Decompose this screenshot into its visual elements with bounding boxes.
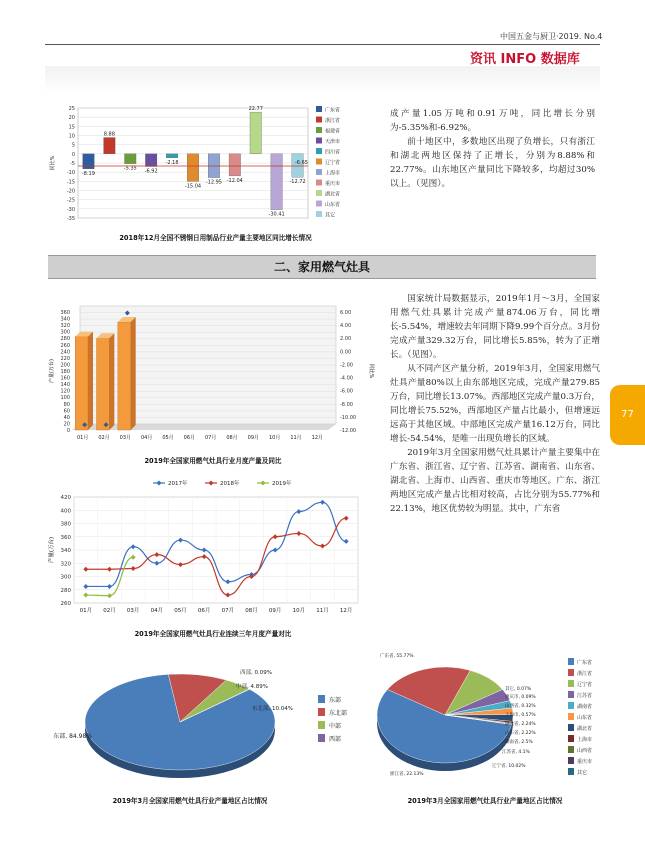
x-tick-label: 12月 [311, 435, 324, 441]
y-axis-label: 产量(万台) [49, 359, 55, 383]
slice-label: 山西省, 0.32% [505, 704, 536, 709]
y-right-tick-label: -10.00 [340, 414, 357, 421]
y-right-tick-label: -8.00 [340, 401, 353, 408]
x-tick-label: 10月 [292, 608, 306, 614]
x-tick-label: 01月 [79, 608, 93, 614]
legend-label: 山东省 [325, 202, 341, 208]
y-right-axis-label: 同比% [368, 363, 374, 379]
line-chart-three-year [48, 475, 378, 625]
legend-marker [157, 481, 162, 486]
x-tick-label: 02月 [98, 435, 110, 441]
y-tick-label: -5 [70, 161, 75, 167]
y-tick-label: -15 [66, 179, 75, 186]
legend-label: 2019年 [272, 481, 292, 487]
chart1-caption: 2018年12月全国不锈钢日用制品行业产量主要地区同比增长情况 [119, 234, 312, 242]
legend-label: 福建省 [325, 128, 341, 135]
x-tick-label: 08月 [226, 435, 238, 441]
x-tick-label: 09月 [247, 435, 260, 441]
pie-chart-province-share [360, 650, 610, 790]
data-label: -6.92 [144, 168, 158, 175]
y-tick-label: -30 [66, 206, 75, 213]
page-number-tab: 77 [610, 385, 645, 445]
legend-swatch [568, 702, 574, 709]
x-tick-label: 07月 [204, 435, 217, 441]
y-tick-label: 240 [60, 349, 70, 356]
y-tick-label: 260 [60, 342, 70, 349]
bar [75, 337, 88, 430]
slice-label: 上海市, 0.57% [505, 713, 536, 718]
legend-label: 重庆市 [577, 759, 593, 765]
legend-label: 2017年 [168, 481, 188, 487]
legend-label: 湖北省 [325, 191, 341, 198]
header-rule [45, 44, 600, 45]
x-tick-label: 01月 [76, 435, 89, 441]
legend-label: 2018年 [220, 481, 240, 487]
y-tick-label: 320 [60, 323, 70, 330]
legend-swatch [316, 211, 322, 217]
legend-swatch [316, 138, 322, 144]
bar [125, 154, 137, 164]
y-axis-label: 同比% [50, 155, 56, 171]
x-tick-label: 06月 [183, 435, 196, 441]
y-tick-label: 60 [63, 408, 70, 415]
slice-label: 浙江省, 22.13% [390, 772, 424, 777]
x-tick-label: 03月 [126, 608, 140, 614]
bar-side [88, 332, 93, 430]
y-right-tick-label: -12.00 [340, 428, 357, 434]
y-tick-label: 340 [60, 548, 71, 554]
legend-swatch [316, 117, 322, 123]
legend-label: 湖南省 [577, 704, 593, 710]
legend-label: 天津市 [325, 139, 341, 145]
x-tick-label: 02月 [103, 608, 116, 614]
y-tick-label: 220 [60, 355, 70, 362]
y-tick-label: 380 [60, 521, 71, 528]
pie-chart-region-share [40, 650, 360, 790]
slice-label: 山东省, 2.22% [505, 731, 536, 736]
section-heading-text: 二、家用燃气灶具 [273, 260, 370, 274]
bar-chart-monthly-output [48, 300, 378, 450]
y-right-tick-label: 2.00 [340, 336, 352, 343]
legend-label: 辽宁省 [325, 160, 341, 166]
x-tick-label: 11月 [316, 608, 329, 614]
y-tick-label: 80 [63, 401, 70, 408]
y-tick-label: 260 [60, 601, 71, 607]
legend-label: 中部 [329, 723, 342, 730]
bar [118, 322, 131, 430]
legend-swatch [318, 708, 325, 716]
chart5-caption: 2019年3月全国家用燃气灶具行业产量地区占比情况 [407, 797, 563, 805]
legend-swatch [318, 721, 325, 729]
y-tick-label: 20 [63, 421, 70, 428]
y-tick-label: 0 [66, 428, 70, 434]
bar [145, 154, 157, 167]
legend-label: 东北部 [329, 710, 348, 717]
legend-label: 其它 [325, 212, 336, 219]
legend-label: 广东省 [325, 107, 341, 114]
chart3-caption: 2019年全国家用燃气灶具行业连续三年月度产量对比 [134, 630, 292, 638]
slice-label: 湖北省, 2.24% [505, 722, 536, 727]
legend-label: 西部 [329, 736, 342, 743]
legend-swatch [316, 190, 322, 196]
y-axis-label: 产量(万台) [49, 536, 55, 564]
data-label: 8.88 [103, 131, 115, 138]
bar [97, 338, 110, 430]
y-tick-label: -25 [66, 197, 75, 204]
y-tick-label: 340 [60, 316, 70, 323]
slice-label: 西部, 0.09% [240, 670, 272, 676]
legend-swatch [568, 658, 574, 665]
legend-swatch [316, 180, 322, 186]
data-label: -8.19 [81, 170, 95, 177]
legend-swatch [568, 669, 574, 676]
y-tick-label: 280 [60, 587, 71, 594]
y-tick-label: 400 [60, 508, 71, 515]
legend-swatch [316, 201, 322, 207]
legend-swatch [568, 735, 574, 742]
bar [250, 112, 262, 154]
data-label: -12.72 [289, 179, 306, 186]
x-tick-label: 05月 [162, 435, 174, 441]
legend-label: 广东省 [577, 660, 593, 666]
legend-label: 重庆市 [325, 181, 341, 187]
bar [104, 138, 116, 154]
x-tick-label: 04月 [140, 435, 153, 441]
legend-swatch [318, 695, 325, 703]
paragraph: 前十地区中，多数地区出现了负增长，只有浙江和湖北两地区保持了正增长，分别为8.88%和22.77%。山东地区产量同比下降较多，均超过30%以上。（见图）。 [390, 137, 595, 189]
section-label: 资讯 INFO 数据库 [470, 52, 580, 67]
legend-label: 上海市 [325, 170, 341, 177]
magazine-header: 中国五金与厨卫·2019. No.4 [500, 32, 603, 41]
slice-label: 其它, 0.07% [505, 687, 532, 692]
legend-swatch [568, 757, 574, 764]
legend-label: 辽宁省 [577, 682, 593, 688]
y-tick-label: 320 [60, 561, 71, 568]
legend-swatch [568, 768, 574, 775]
y-tick-label: 120 [60, 388, 70, 395]
legend-label: 山东省 [577, 715, 593, 721]
legend-swatch [568, 746, 574, 753]
bar-chart-stainless-growth [48, 100, 348, 225]
y-tick-label: 280 [60, 336, 70, 343]
legend-label: 上海市 [577, 737, 593, 743]
x-tick-label: 04月 [150, 608, 164, 614]
bar [83, 154, 95, 169]
legend-marker [261, 481, 266, 486]
slice-label: 重庆市, 0.09% [505, 695, 536, 700]
legend-marker [209, 481, 214, 486]
y-tick-label: -10 [66, 170, 75, 177]
y-tick-label: -35 [66, 216, 75, 222]
paragraph: 国家统计局数据显示，2019年1月～3月，全国家用燃气灶具累计完成产量874.06万台，同比增长-5.54%，增速较去年同期下降9.99个百分点。3月份完成产量329.32万台，同比增长5.85%，转为了正增长。（见图）。 [390, 294, 600, 360]
slice-label: 江苏省, 4.1% [502, 750, 530, 755]
legend-swatch [568, 724, 574, 731]
paragraph: 2019年3月全国家用燃气灶具累计产量主要集中在广东省、浙江省、辽宁省、江苏省、湖南省、山东省、湖北省、上海市、山西省、重庆市等地区。广东、浙江两地区完成产量占比相对较高，占比分别为55.77%和22.13%，地区优势较为明显。其中，广东省 [390, 448, 600, 514]
header-shade [45, 66, 600, 94]
y-right-tick-label: 0.00 [340, 349, 352, 356]
slice-label: 广东省, 55.77% [380, 654, 414, 659]
y-right-tick-label: 6.00 [340, 310, 352, 316]
text-block-bottom [390, 292, 600, 516]
x-tick-label: 11月 [290, 435, 302, 441]
x-tick-label: 07月 [221, 608, 235, 614]
legend-label: 浙江省 [577, 671, 593, 677]
bar-side [131, 317, 136, 430]
y-tick-label: 20 [68, 115, 75, 122]
data-label: -15.04 [184, 183, 202, 190]
x-tick-label: 10月 [268, 435, 281, 441]
y-tick-label: 5 [71, 142, 75, 149]
legend-label: 江苏省 [577, 693, 593, 699]
x-tick-label: 05月 [174, 608, 187, 614]
text-block-top [390, 107, 595, 191]
slice-label: 中部, 4.89% [236, 684, 268, 690]
y-tick-label: 0 [71, 151, 75, 158]
y-tick-label: 160 [60, 375, 70, 382]
legend-label: 四川省 [325, 149, 341, 156]
bar [187, 154, 199, 182]
y-right-tick-label: 4.00 [340, 323, 352, 330]
y-tick-label: 10 [68, 133, 75, 140]
y-right-tick-label: -2.00 [340, 362, 353, 369]
y-tick-label: 360 [60, 310, 70, 316]
legend-swatch [316, 159, 322, 165]
data-label: -5.35 [123, 165, 137, 172]
data-label: -2.18 [165, 159, 179, 166]
slice-label: 湖南省, 2.5% [505, 740, 533, 745]
average-label: -6.65 [295, 160, 308, 167]
y-right-tick-label: -6.00 [340, 388, 353, 395]
y-right-tick-label: -4.00 [340, 375, 353, 382]
legend-swatch [568, 691, 574, 698]
y-tick-label: 15 [68, 124, 75, 131]
legend-swatch [316, 106, 322, 112]
slice-label: 东部, 84.98% [53, 733, 92, 740]
y-tick-label: 180 [60, 369, 70, 375]
y-tick-label: 40 [63, 414, 70, 421]
chart4-caption: 2019年3月全国家用燃气灶具行业产量地区占比情况 [112, 797, 268, 805]
x-tick-label: 09月 [268, 608, 282, 614]
x-tick-label: 12月 [339, 608, 353, 614]
legend-swatch [318, 734, 325, 742]
paragraph: 成产量1.05万吨和0.91万吨，同比增长分别为-5.35%和-6.92%。 [390, 109, 595, 133]
chart2-caption: 2019年全国家用燃气灶具行业月度产量及同比 [144, 457, 282, 465]
legend-label: 其它 [577, 770, 588, 776]
legend-swatch [568, 713, 574, 720]
y-tick-label: 200 [60, 362, 70, 369]
y-tick-label: -20 [66, 188, 75, 195]
data-label: 22.77 [248, 106, 263, 113]
y-tick-label: 300 [60, 329, 70, 336]
legend-label: 浙江省 [325, 118, 341, 124]
legend-swatch [316, 169, 322, 175]
y-tick-label: 300 [60, 574, 71, 581]
y-tick-label: 25 [68, 106, 75, 112]
y-tick-label: 100 [60, 395, 70, 402]
legend-label: 山西省 [577, 748, 593, 754]
bar [229, 154, 241, 176]
section-heading [48, 255, 596, 279]
legend-label: 东部 [329, 697, 342, 704]
bar-side [109, 333, 114, 430]
legend-swatch [316, 148, 322, 154]
paragraph: 从不同产区产量分析，2019年3月，全国家用燃气灶具产量80%以上由东部地区完成，完成产量279.85万台，同比增长13.07%。西部地区完成产量0.3万台，同比增长75.52%，西部地区产量占比最小，但增速远远高于其他区域。中部地区完成产量16.12万台，同比增长-54.54%，是唯一出现负增长的区域。 [390, 364, 600, 444]
data-label: -30.41 [268, 211, 285, 218]
y-tick-label: 140 [60, 382, 70, 389]
y-tick-label: 360 [60, 534, 71, 541]
legend-label: 湖北省 [577, 726, 593, 732]
data-label: -12.95 [205, 179, 222, 186]
bar [166, 154, 178, 158]
x-tick-label: 08月 [245, 608, 258, 614]
slice-label: 东北部, 10.04% [252, 706, 293, 712]
bar [271, 154, 283, 210]
legend-swatch [568, 680, 574, 687]
data-label: -12.04 [226, 177, 243, 184]
x-tick-label: 06月 [197, 608, 211, 614]
slice-label: 辽宁省, 10.02% [492, 764, 526, 769]
y-tick-label: 420 [60, 495, 71, 501]
legend-swatch [316, 127, 322, 133]
x-tick-label: 03月 [119, 435, 132, 441]
